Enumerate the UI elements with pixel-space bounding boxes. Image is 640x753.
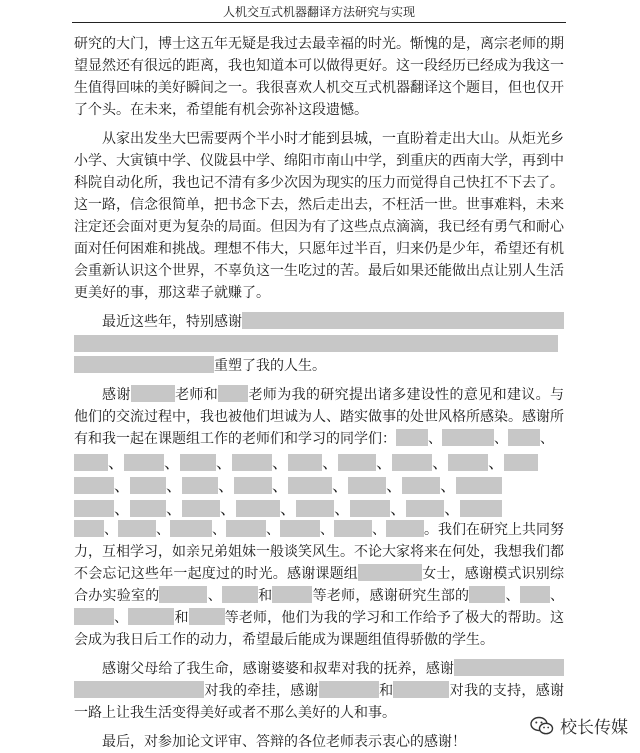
header-rule — [72, 22, 566, 23]
redacted-block — [234, 477, 272, 494]
redacted-block — [460, 500, 502, 517]
paragraph-4-text-g: 等老师，感谢研究生部的 — [312, 588, 470, 604]
redacted-block — [508, 429, 540, 446]
paragraph-4-text-i: 等老师，他们为我的学习和工作给予了极大的帮助。这会成为我日后工作的动力，希望最后能成为课题组值得骄傲的学生。 — [74, 610, 565, 648]
redacted-block — [288, 454, 322, 471]
redacted-name-list: 、 、 、 、 、 、 、 、 — [74, 450, 564, 473]
paragraph-4-text-d: 。我们在研究上共同努力，互相学习，如亲兄弟姐妹一般谈笑风生。不论大家将来在何处，我想我们都不会忘记这些年一起度过的时光。感谢课题组 — [74, 522, 564, 582]
redacted-block — [272, 586, 312, 603]
paragraph-4-text-a: 感谢 — [102, 387, 131, 403]
redacted-block — [74, 356, 214, 373]
redacted-block — [288, 477, 332, 494]
redacted-block — [130, 477, 166, 494]
redacted-block — [520, 586, 550, 603]
paragraph-5-text-b: 对我的牵挂，感谢 — [204, 683, 319, 699]
redacted-block — [74, 335, 558, 352]
redacted-block — [406, 500, 444, 517]
redacted-block — [442, 429, 494, 446]
redacted-block — [504, 454, 538, 471]
redacted-block — [131, 385, 175, 402]
redacted-block — [319, 681, 379, 698]
redacted-block — [128, 608, 174, 625]
redacted-block — [130, 500, 166, 517]
paragraph-4-text-f: 和 — [257, 588, 273, 604]
paragraph-5-text-d: 对我的支持，感谢一路上让我生活变得美好或者不那么美好的人和事。 — [74, 683, 565, 721]
redacted-block — [232, 454, 272, 471]
paragraph-5-text-a: 感谢父母给了我生命，感谢婆婆和叔辈对我的抚养，感谢 — [102, 661, 454, 677]
redacted-block — [242, 312, 564, 329]
redacted-block — [280, 520, 320, 537]
redacted-block — [469, 586, 505, 603]
redacted-block — [334, 520, 372, 537]
redacted-block — [189, 608, 225, 625]
redacted-block — [448, 454, 488, 471]
watermark — [530, 713, 628, 738]
redacted-block — [226, 520, 266, 537]
redacted-block — [348, 477, 386, 494]
redacted-block — [402, 477, 440, 494]
redacted-block — [74, 454, 108, 471]
redacted-block — [386, 520, 424, 537]
running-header: 人机交互式机器翻译方法研究与实现 — [222, 5, 415, 19]
watermark-text: 校长传媒 — [560, 718, 628, 738]
acknowledgement-body — [74, 33, 564, 753]
redacted-block — [74, 500, 114, 517]
paragraph-3-text-a: 最近这些年，特别感谢 — [102, 314, 242, 330]
redacted-block — [454, 659, 564, 676]
redacted-block — [296, 500, 334, 517]
wechat-icon — [530, 716, 554, 736]
redacted-block — [170, 520, 212, 537]
paragraph-4: 感谢 老师和 老师为我的研究提出诸多建设性的意见和建议。与他们的交流过程中，我也被他们坦诚为人、踏实做事的处世风格所感染。感谢所有和我一起在课题组工作的老师们和学习的同学们： 、 、 、 、 、 、 、 、 、 、 、 、 、 、 、 、 、 、 、 、 、 、 、 、 、 、 、 、 、 、 、 。我们在研究上共同努力，互相学习，如亲兄弟姐妹一般谈笑风生。不论大家将来在何处，我想我们都不会忘记这些年一起度过的时光。感谢课题组 女士，感谢模式识别综合办实验室的 、 和 等老师，感谢研究生部的 、 、、 和 等老师，他们为我的学习和工作给予了极大的帮助。这会成为我日后工作的动力，希望最后能成为课题组值得骄傲的学生。 — [74, 387, 565, 648]
paragraph-1: 研究的大门，博士这五年无疑是我过去最幸福的时光。惭愧的是，离宗老师的期望显然还有很远的距离，我也知道本可以做得更好。这一段经历已经成为我这一生值得回味的美好瞬间之一。我很喜欢人机交互式机器翻译这个题目，但也仅开了个头。在未来，希望能有机会弥补这段遗憾。 — [74, 36, 564, 118]
redacted-block — [222, 586, 258, 603]
redacted-block — [392, 454, 432, 471]
redacted-block — [236, 500, 280, 517]
redacted-block — [350, 500, 390, 517]
paragraph-5-text-c: 和 — [378, 683, 394, 699]
redacted-block — [456, 477, 502, 494]
paragraph-3 — [74, 311, 564, 377]
redacted-block — [338, 454, 376, 471]
paragraph-4-text-e: 女士，感谢模式识别综合办实验室的 — [74, 566, 564, 604]
redacted-block — [180, 454, 216, 471]
redacted-block — [118, 520, 156, 537]
paragraph-6: 最后，对参加论文评审、答辩的各位老师表示衷心的感谢！ — [102, 734, 466, 750]
redacted-block — [74, 681, 204, 698]
paragraph-5 — [74, 658, 564, 724]
redacted-block — [396, 429, 428, 446]
redacted-block — [74, 608, 114, 625]
redacted-block — [218, 385, 248, 402]
paragraph-2: 从家出发坐大巴需要两个半小时才能到县城，一直盼着走出大山。从炬光乡小学、大寅镇中学、仪陇县中学、绵阳市南山中学，到重庆的西南大学，再到中科院自动化所，我也记不清有多少次因为现实的压力而觉得自己快扛不下去了。这一路，信念很简单，把书念下去，然后走出去，不枉活一世。世事难料，未来注定还会面对更为复杂的局面。但因为有了这些点点滴滴，我已经有勇气和耐心面对任何困难和挑战。理想不伟大，只愿年过半百，归来仍是少年，希望还有机会重新认识这个世界，不辜负这一生吃过的苦。最后如果还能做出点让别人生活更美好的事，那这辈子就赚了。 — [74, 131, 564, 301]
paragraph-4-text-h: 和 — [174, 610, 189, 626]
paragraph-4-text-b: 老师和 — [174, 387, 219, 403]
redacted-name-list: 、 、 、 、 、 、 、 — [74, 473, 564, 496]
redacted-block — [159, 586, 207, 603]
paragraph-4-text-c: 老师为我的研究提出诸多建设性的意见和建议。与他们的交流过程中，我也被他们坦诚为人、踏实做事的处世风格所感染。感谢所有和我一起在课题组工作的老师们和学习的同学们： — [74, 387, 565, 447]
redacted-block — [393, 681, 449, 698]
redacted-name-list: 、 、 、 、 、 、 、 — [74, 496, 564, 519]
paragraph-3-text-b: 重塑了我的人生。 — [214, 358, 326, 374]
redacted-block — [182, 477, 218, 494]
redacted-block — [358, 564, 422, 581]
redacted-block — [74, 520, 104, 537]
redacted-block — [124, 454, 164, 471]
redacted-block — [182, 500, 220, 517]
redacted-block — [74, 477, 114, 494]
